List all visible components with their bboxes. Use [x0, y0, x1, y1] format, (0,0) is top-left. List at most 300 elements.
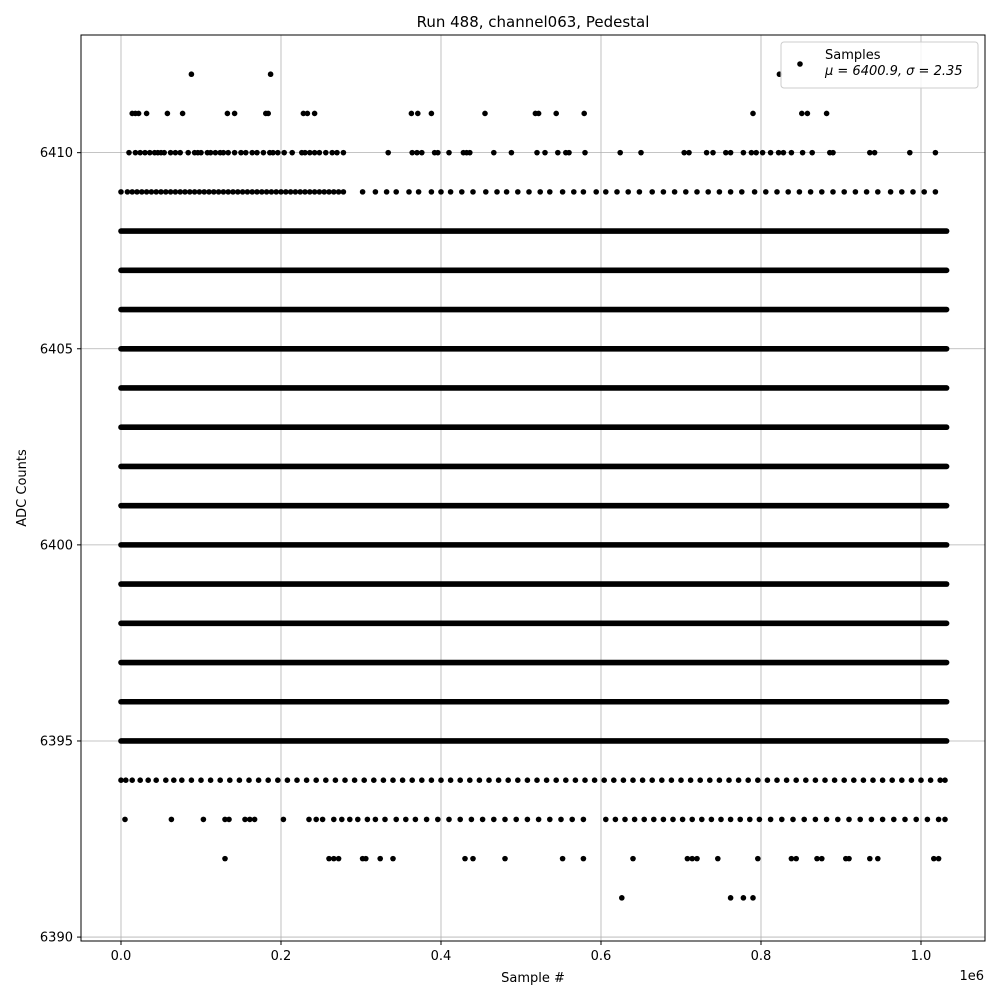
data-point [513, 817, 519, 823]
data-point [889, 777, 895, 783]
x-tick-label: 0.6 [590, 949, 612, 964]
data-point [409, 111, 415, 117]
data-point [581, 111, 587, 117]
data-point [755, 777, 761, 783]
data-point [201, 817, 207, 823]
data-point [225, 150, 231, 156]
data-point [252, 817, 258, 823]
data-point [365, 817, 371, 823]
data-point [509, 150, 515, 156]
data-point [888, 189, 894, 195]
data-point [613, 817, 619, 823]
data-point [384, 189, 390, 195]
data-point [179, 777, 185, 783]
data-point [419, 777, 425, 783]
data-point [933, 150, 939, 156]
data-point [275, 150, 281, 156]
data-point [880, 777, 886, 783]
data-point [355, 817, 361, 823]
data-point [841, 777, 847, 783]
data-point [137, 777, 143, 783]
data-point [201, 189, 207, 195]
data-point [536, 817, 542, 823]
data-point [661, 817, 667, 823]
data-point [651, 817, 657, 823]
data-point [265, 111, 271, 117]
data-point [317, 150, 323, 156]
data-point [737, 817, 743, 823]
data-point [525, 777, 531, 783]
data-point [699, 817, 705, 823]
data-point [710, 150, 716, 156]
data-point [305, 111, 311, 117]
data-point [333, 777, 339, 783]
data-point [177, 189, 183, 195]
data-point [288, 189, 294, 195]
data-point [918, 777, 924, 783]
data-point [942, 817, 948, 823]
data-point [685, 856, 691, 862]
data-point [936, 856, 942, 862]
data-point [182, 189, 188, 195]
data-point [459, 189, 465, 195]
data-point [686, 150, 692, 156]
x-axis-offset-label: 1e6 [959, 969, 984, 984]
data-point [165, 111, 171, 117]
data-point [265, 777, 271, 783]
data-point [622, 817, 628, 823]
data-point [281, 150, 287, 156]
data-point [745, 777, 751, 783]
data-point [144, 111, 150, 117]
data-point [726, 777, 732, 783]
data-point [281, 817, 287, 823]
data-point [275, 777, 281, 783]
data-point [800, 150, 806, 156]
data-point [142, 150, 148, 156]
data-point [419, 150, 425, 156]
data-point [573, 777, 579, 783]
data-point [824, 817, 830, 823]
data-point [334, 150, 340, 156]
data-point [129, 189, 135, 195]
data-point [547, 817, 553, 823]
data-point [741, 150, 747, 156]
data-point [139, 189, 145, 195]
data-point [822, 777, 828, 783]
data-point [491, 817, 497, 823]
data-point [793, 856, 799, 862]
data-point [336, 856, 342, 862]
y-tick-label: 6395 [39, 734, 73, 750]
data-point [329, 150, 335, 156]
data-point [213, 150, 219, 156]
data-point [312, 189, 318, 195]
data-point [129, 777, 135, 783]
data-point [414, 150, 420, 156]
data-point [496, 777, 502, 783]
data-point [789, 150, 795, 156]
data-point [230, 189, 236, 195]
data-point [123, 777, 129, 783]
data-point [752, 189, 758, 195]
data-point [226, 817, 232, 823]
data-point [793, 777, 799, 783]
data-point [390, 856, 396, 862]
data-point [469, 817, 475, 823]
data-point [830, 189, 836, 195]
data-point [925, 817, 931, 823]
data-point [582, 777, 588, 783]
data-point [835, 817, 841, 823]
data-point [717, 189, 723, 195]
data-point [293, 189, 299, 195]
data-point [297, 189, 303, 195]
data-point [216, 189, 222, 195]
data-point [363, 856, 369, 862]
data-point [360, 189, 366, 195]
data-point [819, 189, 825, 195]
data-point [614, 189, 620, 195]
data-point [168, 189, 174, 195]
data-point [718, 817, 724, 823]
data-point [785, 189, 791, 195]
data-point [198, 150, 204, 156]
data-point [435, 150, 441, 156]
data-point [254, 150, 260, 156]
data-point [163, 777, 169, 783]
data-point [728, 150, 734, 156]
data-point [867, 150, 873, 156]
data-point [502, 856, 508, 862]
data-point [560, 856, 566, 862]
data-point [317, 189, 323, 195]
data-point [371, 777, 377, 783]
data-point [813, 817, 819, 823]
data-point [446, 817, 452, 823]
data-point [163, 189, 169, 195]
data-point [661, 189, 667, 195]
y-tick-label: 6400 [39, 538, 73, 554]
data-point [438, 189, 444, 195]
data-point [390, 777, 396, 783]
data-point [323, 150, 329, 156]
data-point [457, 817, 463, 823]
data-point [326, 189, 332, 195]
data-point [221, 150, 227, 156]
chart-title: Run 488, channel063, Pedestal [416, 13, 650, 31]
data-point [145, 777, 151, 783]
data-point [913, 817, 919, 823]
data-point [789, 856, 795, 862]
data-point [133, 150, 139, 156]
x-axis-label: Sample # [501, 971, 565, 986]
data-point [526, 189, 532, 195]
data-point [717, 777, 723, 783]
data-point [256, 777, 262, 783]
data-point [875, 189, 881, 195]
data-point [582, 150, 588, 156]
data-point [694, 189, 700, 195]
x-tick-label: 0.0 [110, 949, 132, 964]
legend-marker [797, 61, 803, 67]
data-point [630, 777, 636, 783]
data-point [705, 189, 711, 195]
data-point [482, 111, 488, 117]
data-point [678, 777, 684, 783]
data-point [776, 150, 782, 156]
data-point [393, 189, 399, 195]
data-point [264, 189, 270, 195]
data-point [558, 817, 564, 823]
data-point [448, 189, 454, 195]
data-point [683, 189, 689, 195]
data-point [937, 777, 943, 783]
data-point [739, 189, 745, 195]
legend [781, 42, 978, 88]
data-point [125, 189, 131, 195]
data-point [880, 817, 886, 823]
data-point [603, 189, 609, 195]
data-point [869, 817, 875, 823]
data-point [619, 895, 625, 901]
data-point [173, 150, 179, 156]
data-point [601, 777, 607, 783]
data-point [342, 777, 348, 783]
data-point [261, 150, 267, 156]
data-point [553, 111, 559, 117]
legend-series-label: Samples [825, 48, 881, 63]
x-tick-label: 0.8 [750, 949, 772, 964]
data-point [569, 817, 575, 823]
data-point [192, 189, 198, 195]
data-point [824, 111, 830, 117]
data-point [118, 189, 124, 195]
data-point [313, 777, 319, 783]
data-point [393, 817, 399, 823]
data-point [723, 150, 729, 156]
data-point [225, 111, 231, 117]
data-point [680, 817, 686, 823]
data-point [750, 111, 756, 117]
data-point [632, 817, 638, 823]
data-point [942, 777, 948, 783]
x-tick-label: 0.4 [430, 949, 452, 964]
data-point [177, 150, 183, 156]
data-point [373, 817, 379, 823]
data-point [462, 856, 468, 862]
data-point [638, 150, 644, 156]
data-point [617, 150, 623, 156]
data-point [502, 817, 508, 823]
data-point [872, 150, 878, 156]
data-point [144, 189, 150, 195]
data-point [581, 817, 587, 823]
data-point [694, 856, 700, 862]
data-point [169, 817, 175, 823]
data-point [294, 777, 300, 783]
data-point [547, 189, 553, 195]
data-point [240, 189, 246, 195]
data-point [347, 817, 353, 823]
data-point [331, 817, 337, 823]
data-point [581, 189, 587, 195]
data-point [747, 817, 753, 823]
data-point [813, 777, 819, 783]
data-point [243, 150, 249, 156]
data-point [416, 189, 422, 195]
data-point [341, 189, 347, 195]
data-point [534, 150, 540, 156]
data-point [217, 777, 223, 783]
data-point [640, 777, 646, 783]
data-point [429, 777, 435, 783]
data-point [841, 189, 847, 195]
data-point [592, 777, 598, 783]
data-point [757, 817, 763, 823]
data-point [237, 777, 243, 783]
data-point [697, 777, 703, 783]
data-point [753, 150, 759, 156]
data-point [246, 777, 252, 783]
data-point [331, 856, 337, 862]
data-point [779, 817, 785, 823]
data-point [249, 150, 255, 156]
data-point [784, 777, 790, 783]
data-point [470, 189, 476, 195]
data-point [122, 817, 128, 823]
data-point [268, 71, 274, 77]
data-point [809, 150, 815, 156]
data-point [238, 150, 244, 156]
grid [81, 35, 985, 941]
data-point [173, 189, 179, 195]
data-point [670, 817, 676, 823]
data-point [581, 856, 587, 862]
data-point [689, 856, 695, 862]
data-point [525, 817, 531, 823]
data-point [649, 777, 655, 783]
data-point [603, 817, 609, 823]
data-point [728, 189, 734, 195]
data-point [477, 777, 483, 783]
data-points [118, 71, 948, 900]
data-point [689, 817, 695, 823]
data-point [760, 150, 766, 156]
data-point [245, 189, 251, 195]
data-point [709, 817, 715, 823]
data-point [861, 777, 867, 783]
data-point [153, 189, 159, 195]
data-point [313, 817, 319, 823]
data-point [307, 150, 313, 156]
data-point [536, 111, 542, 117]
data-point [306, 817, 312, 823]
data-point [491, 150, 497, 156]
data-point [555, 150, 561, 156]
data-point [819, 856, 825, 862]
data-point [381, 777, 387, 783]
data-point [681, 150, 687, 156]
data-point [563, 777, 569, 783]
data-point [864, 189, 870, 195]
data-point [909, 777, 915, 783]
data-point [504, 189, 510, 195]
data-point [269, 189, 275, 195]
data-point [331, 189, 337, 195]
data-point [435, 817, 441, 823]
data-point [630, 856, 636, 862]
data-point [593, 189, 599, 195]
data-point [853, 189, 859, 195]
data-point [273, 189, 279, 195]
data-point [171, 777, 177, 783]
data-point [352, 777, 358, 783]
data-point [921, 189, 927, 195]
data-point [211, 189, 217, 195]
data-point [312, 111, 318, 117]
data-point [161, 150, 167, 156]
data-point [875, 856, 881, 862]
data-point [801, 817, 807, 823]
data-point [222, 856, 228, 862]
data-point [867, 856, 873, 862]
data-point [406, 189, 412, 195]
data-point [571, 189, 577, 195]
data-point [326, 856, 332, 862]
data-point [189, 71, 195, 77]
x-tick-label: 1.0 [910, 949, 932, 964]
data-point [566, 150, 572, 156]
data-point [688, 777, 694, 783]
data-point [641, 817, 647, 823]
data-point [832, 777, 838, 783]
data-point [147, 150, 153, 156]
data-point [153, 777, 159, 783]
data-point [189, 777, 195, 783]
data-point [278, 189, 284, 195]
data-point [126, 150, 132, 156]
data-point [221, 189, 227, 195]
data-point [242, 817, 248, 823]
data-point [649, 189, 655, 195]
data-point [553, 777, 559, 783]
data-point [249, 189, 255, 195]
data-point [232, 111, 238, 117]
data-point [534, 777, 540, 783]
data-point [611, 777, 617, 783]
data-point [768, 817, 774, 823]
y-tick-label: 6390 [39, 930, 73, 946]
data-point [429, 189, 435, 195]
data-point [899, 189, 905, 195]
data-point [302, 189, 308, 195]
data-point [413, 817, 419, 823]
data-point [339, 817, 345, 823]
data-point [870, 777, 876, 783]
data-point [136, 111, 142, 117]
data-point [637, 189, 643, 195]
y-tick-label: 6405 [39, 342, 73, 358]
data-point [928, 777, 934, 783]
data-point [373, 189, 379, 195]
data-point [790, 817, 796, 823]
data-point [902, 817, 908, 823]
data-point [846, 856, 852, 862]
data-point [707, 777, 713, 783]
data-point [377, 856, 383, 862]
data-point [400, 777, 406, 783]
